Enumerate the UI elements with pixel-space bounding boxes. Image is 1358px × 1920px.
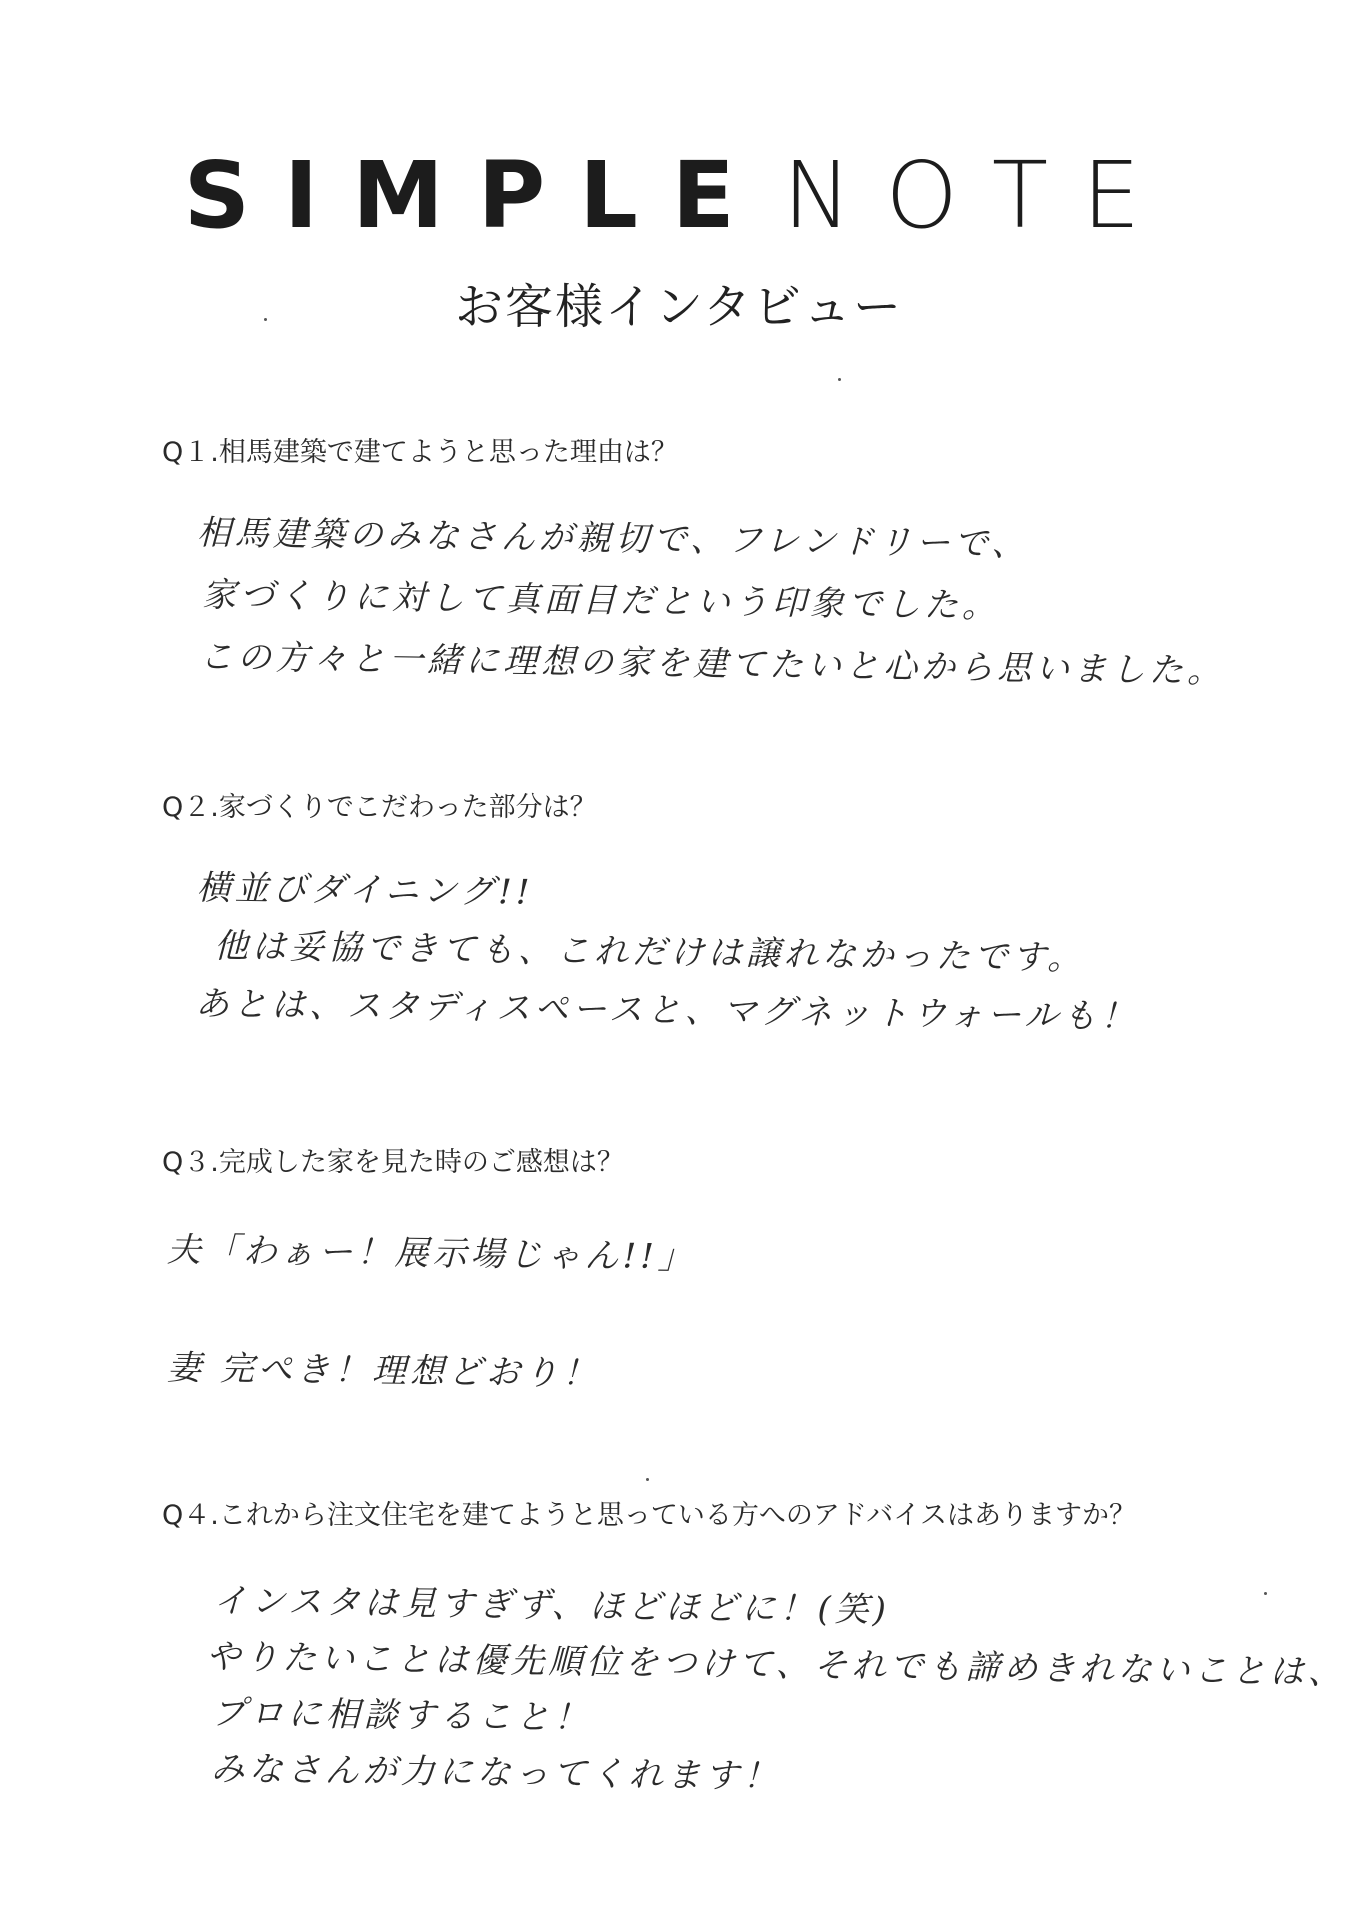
answer-1-handwritten xyxy=(195,505,1227,705)
question-3: Q３.完成した家を見た時のご感想は？ xyxy=(162,1147,624,1178)
answer-line: 夫「わぁー！展示場じゃん!!」 xyxy=(166,1230,697,1278)
answer-line: プロに相談すること！ xyxy=(211,1692,592,1739)
question-1: Q１.相馬建築で建てようと思った理由は？ xyxy=(162,437,678,468)
page-title: お客様インタビュー xyxy=(454,279,904,335)
answer-line: この方々と一緒に理想の家を建てたいと心から思いました。 xyxy=(198,637,1226,692)
scan-speck xyxy=(646,1478,649,1481)
question-2: Q２.家づくりでこだわった部分は？ xyxy=(162,792,597,823)
answer-line: 他は妥協できても、これだけは譲れなかったです。 xyxy=(213,926,1086,979)
scan-speck xyxy=(1264,1592,1267,1595)
answer-line: やりたいことは優先順位をつけて、それでも諦めきれないことは、 xyxy=(206,1636,1346,1693)
scan-speck xyxy=(838,378,841,381)
answer-line: 妻 完ぺき！理想どおり！ xyxy=(166,1348,601,1395)
answer-line: 横並びダイニング!! xyxy=(196,868,534,913)
answer-line: インスタは見すぎず、ほどほどに！(笑) xyxy=(212,1581,891,1631)
logo-wordmark-bold: SIMPLE xyxy=(183,142,769,249)
answer-line: 家づくりに対して真面目だという印象でした。 xyxy=(201,575,1001,627)
simple-note-logo xyxy=(0,142,1358,249)
answer-line: あとは、スタディスペースと、マグネットウォールも！ xyxy=(194,983,1139,1038)
question-4: Q４.これから注文住宅を建てようと思っている方へのアドバイスはありますか？ xyxy=(162,1500,1137,1531)
answer-3-handwritten xyxy=(165,1222,696,1407)
scan-speck xyxy=(264,318,267,321)
answer-4-handwritten xyxy=(206,1573,1346,1813)
answer-line: 相馬建築のみなさんが親切で、フレンドリーで、 xyxy=(196,513,1030,565)
answer-2-handwritten xyxy=(195,860,1141,1047)
logo-wordmark-thin: NOTE xyxy=(782,142,1175,249)
answer-line: みなさんが力になってくれます！ xyxy=(210,1748,782,1797)
